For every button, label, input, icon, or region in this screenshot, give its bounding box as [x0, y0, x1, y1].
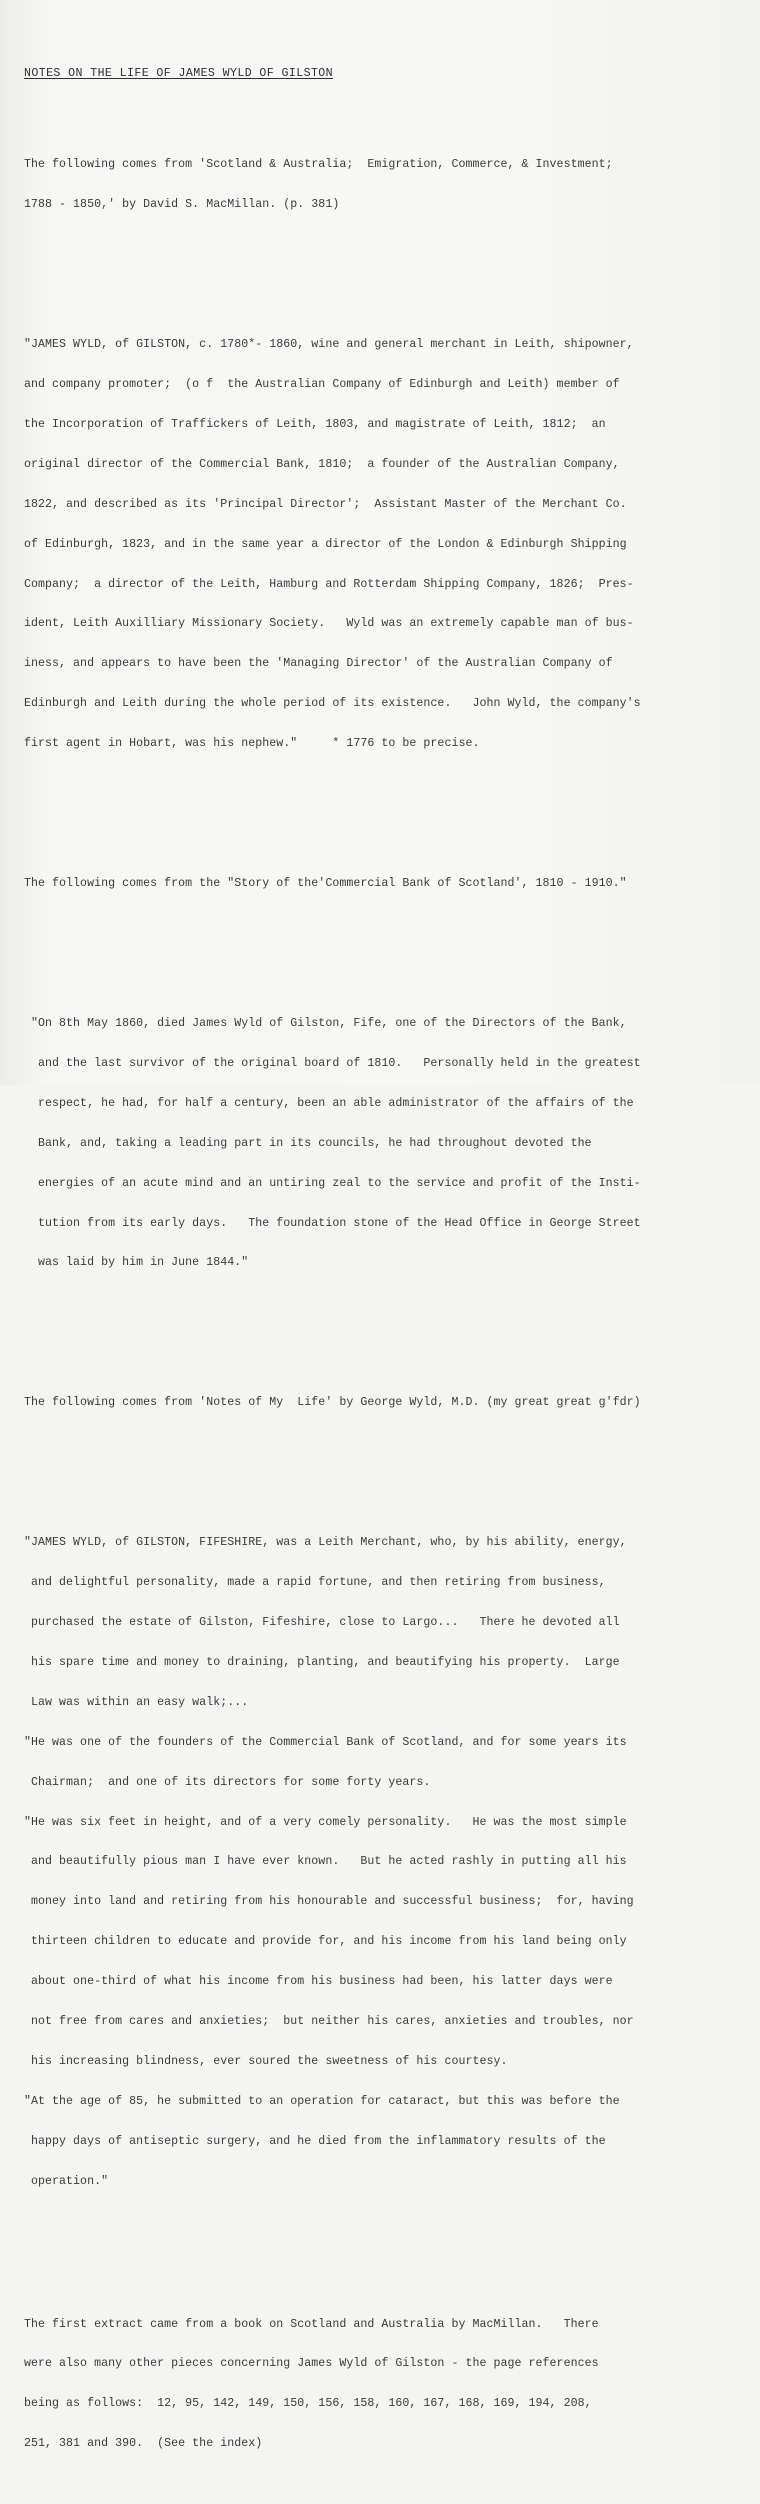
text-line: 1788 - 1850,' by David S. MacMillan. (p. 381) — [24, 198, 340, 212]
text-line: was laid by him in June 1844." — [24, 1256, 249, 1270]
text-line: The first extract came from a book on Scotland and Australia by MacMillan. There — [24, 2317, 599, 2331]
text-line: his spare time and money to draining, planting, and beautifying his property. Large — [24, 1656, 620, 1670]
text-line: The following comes from the "Story of the'Commercial Bank of Scotland', 1810 - 1910." — [24, 877, 627, 891]
text-line: Bank, and, taking a leading part in its councils, he had throughout devoted the — [24, 1136, 592, 1150]
closing-note — [24, 2291, 746, 2477]
text-line: "He was one of the founders of the Commercial Bank of Scotland, and for some years its — [24, 1735, 627, 1749]
text-line: and the last survivor of the original board of 1810. Personally held in the greatest — [24, 1056, 641, 1070]
intro-macmillan — [24, 132, 746, 238]
text-line: of Edinburgh, 1823, and in the same year a director of the London & Edinburgh Shipping — [24, 537, 627, 551]
text-line: respect, he had, for half a century, been an able administrator of the affairs of the — [24, 1096, 634, 1110]
document-title: NOTES ON THE LIFE OF JAMES WYLD OF GILSTON — [24, 66, 334, 80]
text-line: "JAMES WYLD, of GILSTON, c. 1780*- 1860, wine and general merchant in Leith, shipowner, — [24, 338, 634, 352]
text-line: 251, 381 and 390. (See the index) — [24, 2437, 263, 2451]
text-line: The following comes from 'Scotland & Australia; Emigration, Commerce, & Investment; — [24, 158, 613, 172]
quote-george-wyld — [24, 1510, 746, 2215]
typed-notes — [24, 40, 746, 2504]
text-line: thirteen children to educate and provide for, and his income from his land being only — [24, 1935, 627, 1949]
text-line: first agent in Hobart, was his nephew." * 1776 to be precise. — [24, 737, 480, 751]
text-line: happy days of antiseptic surgery, and he died from the inflammatory results of the — [24, 2134, 606, 2148]
text-line: purchased the estate of Gilston, Fifeshire, close to Largo... There he devoted all — [24, 1616, 620, 1630]
text-line: not free from cares and anxieties; but neither his cares, anxieties and troubles, nor — [24, 2015, 634, 2029]
text-line: were also many other pieces concerning James Wyld of Gilston - the page references — [24, 2357, 599, 2371]
text-line: Edinburgh and Leith during the whole period of its existence. John Wyld, the company's — [24, 697, 641, 711]
quote-macmillan — [24, 312, 746, 777]
text-line: about one-third of what his income from his business had been, his latter days were — [24, 1975, 613, 1989]
text-line: original director of the Commercial Bank, 1810; a founder of the Australian Company, — [24, 457, 620, 471]
text-line: The following comes from 'Notes of My Life' by George Wyld, M.D. (my great great g'fdr) — [24, 1396, 641, 1410]
text-line: "He was six feet in height, and of a very comely personality. He was the most simple — [24, 1815, 627, 1829]
text-line: ident, Leith Auxilliary Missionary Society. Wyld was an extremely capable man of bus- — [24, 617, 634, 631]
intro-george-wyld — [24, 1370, 746, 1436]
text-line: "At the age of 85, he submitted to an operation for cataract, but this was before the — [24, 2094, 620, 2108]
quote-commercial-bank — [24, 990, 746, 1296]
text-line: tution from its early days. The foundation stone of the Head Office in George Street — [24, 1216, 641, 1230]
text-line: Company; a director of the Leith, Hamburg and Rotterdam Shipping Company, 1826; Pres- — [24, 577, 634, 591]
text-line: "On 8th May 1860, died James Wyld of Gilston, Fife, one of the Directors of the Bank, — [24, 1017, 627, 1031]
text-line: Law was within an easy walk;... — [24, 1695, 249, 1709]
intro-commercial-bank — [24, 851, 746, 917]
text-line: Chairman; and one of its directors for some forty years. — [24, 1775, 431, 1789]
text-line: "JAMES WYLD, of GILSTON, FIFESHIRE, was a Leith Merchant, who, by his ability, energy, — [24, 1536, 627, 1550]
text-line: and company promoter; (o f the Australian Company of Edinburgh and Leith) member of — [24, 378, 620, 392]
text-line: and delightful personality, made a rapid fortune, and then retiring from business, — [24, 1576, 606, 1590]
text-line: being as follows: 12, 95, 142, 149, 150, 156, 158, 160, 167, 168, 169, 194, 208, — [24, 2397, 592, 2411]
text-line: iness, and appears to have been the 'Managing Director' of the Australian Company of — [24, 657, 613, 671]
text-line: operation." — [24, 2174, 109, 2188]
text-line: 1822, and described as its 'Principal Director'; Assistant Master of the Merchant Co. — [24, 497, 627, 511]
text-line: energies of an acute mind and an untiring zeal to the service and profit of the Insti- — [24, 1176, 641, 1190]
text-line: his increasing blindness, ever soured the sweetness of his courtesy. — [24, 2054, 508, 2068]
text-line: money into land and retiring from his honourable and successful business; for, having — [24, 1895, 634, 1909]
text-line: and beautifully pious man I have ever known. But he acted rashly in putting all his — [24, 1855, 627, 1869]
text-line: the Incorporation of Traffickers of Leith, 1803, and magistrate of Leith, 1812; an — [24, 418, 606, 432]
